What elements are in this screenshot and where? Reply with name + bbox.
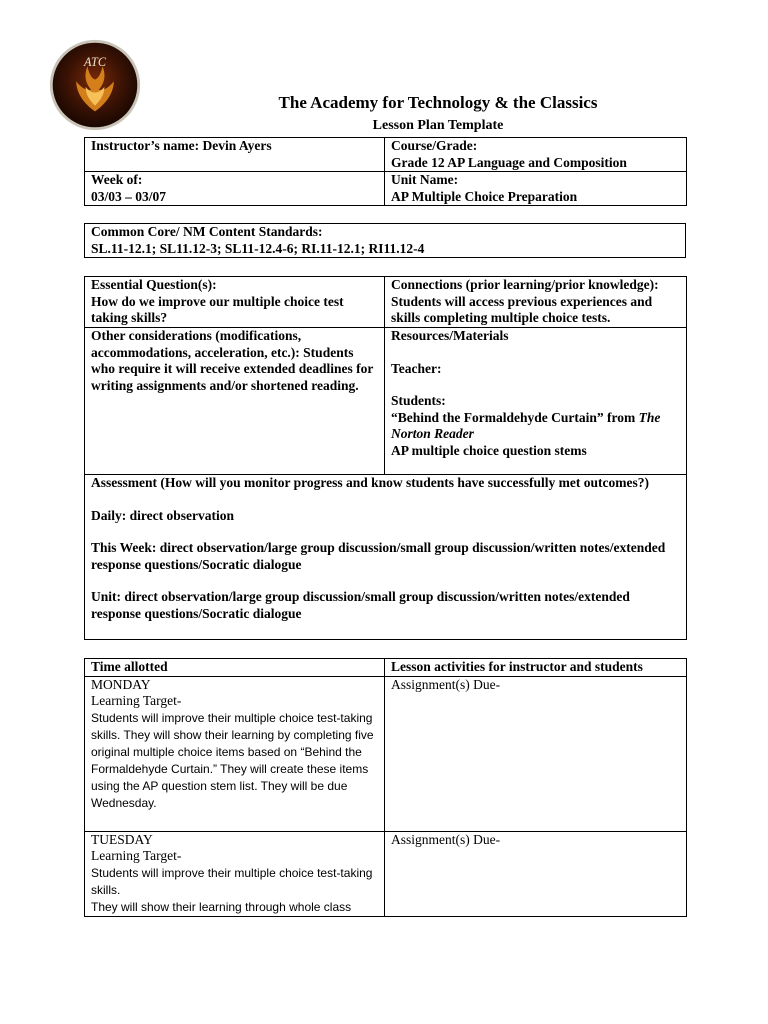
- lesson-activities-header: Lesson activities for instructor and students: [385, 659, 687, 677]
- unit-cell: Unit Name: AP Multiple Choice Preparation: [385, 172, 687, 206]
- instructor-cell: Instructor’s name: Devin Ayers: [85, 138, 385, 172]
- essential-question-cell: Essential Question(s): How do we improve our multiple choice test taking skills?: [85, 277, 385, 328]
- day-label: MONDAY: [91, 676, 151, 692]
- monday-assignment-cell: Assignment(s) Due-: [385, 676, 687, 831]
- time-allotted-header: Time allotted: [85, 659, 385, 677]
- template-subtitle: Lesson Plan Template: [372, 118, 504, 133]
- schedule-table: [84, 658, 687, 917]
- svg-text:ATC: ATC: [84, 55, 106, 70]
- assessment-cell: Assessment (How will you monitor progress and know students have successfully met outcomes?) Daily: direct observation This Week: direct observation/large group discussion/small group discussion/written notes/extended response questions/Socratic dialogue Unit: direct observation/large group discussion/small group discussion/written notes/extended response questions/Socratic dialogue: [85, 475, 687, 640]
- learning-target-text: They will show their learning through whole class: [91, 899, 352, 914]
- monday-cell: [85, 676, 385, 831]
- considerations-cell: Other considerations (modifications, accommodations, acceleration, etc.): Students who require it will receive extended deadlines for writing assignments and/or shortened reading.: [85, 328, 385, 475]
- tuesday-cell: [85, 831, 385, 916]
- info-table: [84, 137, 687, 206]
- connections-cell: Connections (prior learning/prior knowledge): Students will access previous experiences and skills completing multiple choice tests.: [385, 277, 687, 328]
- week-cell: Week of: 03/03 – 03/07: [85, 172, 385, 206]
- learning-target-text: Students will improve their multiple choice test-taking skills. They will show their learning by completing five original multiple choice items based on “Behind the Formaldehyde Curtain.” They will create these items using the AP question stem list. They will be due Wednesday.: [91, 710, 374, 810]
- course-cell: Course/Grade: Grade 12 AP Language and Composition: [385, 138, 687, 172]
- tuesday-assignment-cell: Assignment(s) Due-: [385, 831, 687, 916]
- learning-target-label: Learning Target-: [91, 693, 182, 708]
- standards-table: [84, 223, 686, 258]
- day-label: TUESDAY: [91, 831, 153, 847]
- learning-target-label: Learning Target-: [91, 848, 182, 863]
- resources-cell: Resources/Materials Teacher: Students: “Behind the Formaldehyde Curtain” from The Norton Reader AP multiple choice question stems: [385, 328, 687, 475]
- plan-table: [84, 276, 687, 640]
- learning-target-text: Students will improve their multiple choice test-taking skills.: [91, 865, 373, 897]
- school-title: The Academy for Technology & the Classics: [278, 93, 598, 112]
- standards-cell: Common Core/ NM Content Standards: SL.11-12.1; SL11.12-3; SL11-12.4-6; RI.11-12.1; RI11.12-4: [85, 224, 686, 258]
